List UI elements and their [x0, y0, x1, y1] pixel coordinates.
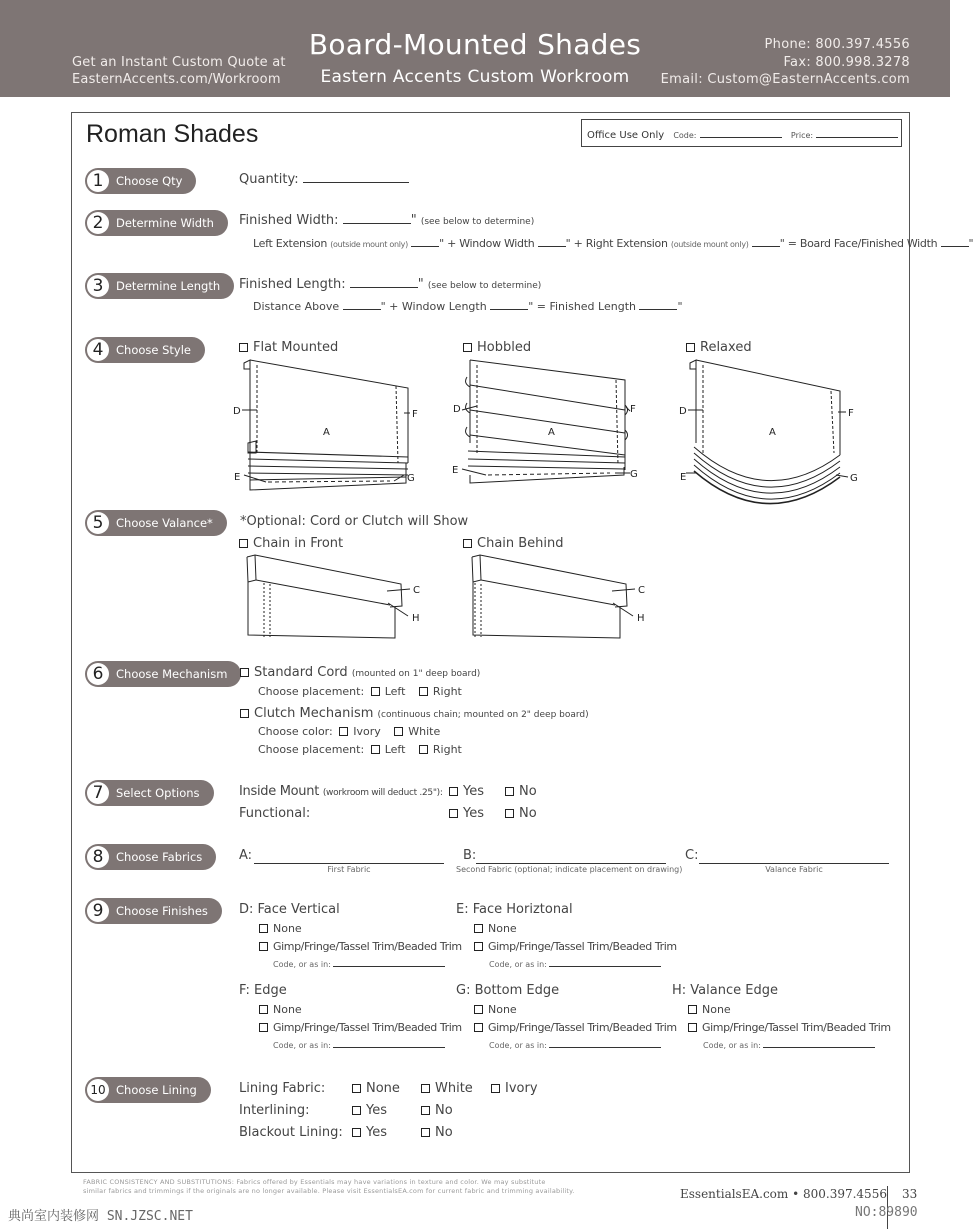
clutch-note: (continuous chain; mounted on 2" deep board) — [377, 710, 589, 720]
yes-label: Yes — [463, 784, 484, 799]
step-label: Choose Finishes — [116, 904, 208, 918]
lining-white[interactable] — [421, 1081, 473, 1096]
finish-e-none[interactable] — [474, 922, 517, 935]
ivory-label: Ivory — [353, 725, 381, 738]
step-label: Determine Length — [116, 279, 221, 293]
right-extension-field[interactable] — [752, 237, 780, 247]
svg-text:A: A — [769, 427, 776, 438]
left-label: Left — [384, 743, 406, 756]
checkbox[interactable] — [352, 1084, 361, 1093]
svg-text:G: G — [407, 473, 415, 484]
step-label: Choose Qty — [116, 174, 183, 188]
checkbox[interactable] — [474, 1023, 483, 1032]
checkbox[interactable] — [463, 343, 472, 352]
checkbox[interactable] — [505, 809, 514, 818]
valance-chain-in-front[interactable] — [239, 536, 343, 551]
checkbox[interactable] — [474, 942, 483, 951]
fabric-c-caption: Valance Fabric — [765, 865, 823, 874]
trim-label: Gimp/Fringe/Tassel Trim/Beaded Trim — [273, 940, 462, 953]
chain-in-front-diagram-icon — [240, 552, 440, 642]
email-link[interactable]: Email: Custom@EasternAccents.com — [660, 72, 910, 87]
quantity-label: Quantity: — [239, 172, 299, 187]
distance-above-field[interactable] — [343, 300, 381, 310]
board-face-label: " = Board Face/Finished Width — [779, 237, 938, 250]
footer-site-phone: EssentialsEA.com • 800.397.4556 — [680, 1187, 887, 1201]
right-label: Right — [432, 743, 462, 756]
left-extension-field[interactable] — [411, 237, 439, 247]
checkbox[interactable] — [259, 924, 268, 933]
step-number: 2 — [87, 212, 109, 234]
style-label: Hobbled — [477, 340, 532, 355]
watermark-left: 典尚室内装修网 SN.JZSC.NET — [8, 1209, 193, 1224]
step-label: Choose Valance* — [116, 516, 213, 530]
length-hint: (see below to determine) — [427, 281, 542, 291]
svg-text:F: F — [848, 408, 854, 419]
finish-d-none[interactable] — [259, 922, 302, 935]
interlining-label: Interlining: — [239, 1103, 310, 1118]
inch-mark: " — [968, 237, 973, 250]
step-label: Choose Fabrics — [116, 850, 203, 864]
window-length-label: " + Window Length — [380, 300, 487, 313]
valance-chain-behind[interactable] — [463, 536, 564, 551]
finish-g-none[interactable] — [474, 1003, 517, 1016]
yes-label: Yes — [366, 1103, 387, 1118]
checkbox[interactable] — [421, 1106, 430, 1115]
finish-d-code — [273, 960, 445, 969]
finish-d-code-field[interactable] — [333, 960, 445, 967]
disclaimer-line-2: similar fabrics and trimmings if the originals are no longer available. Please visit EssentialsEA.com for current fabric and trimming availability. — [83, 1187, 575, 1195]
checkbox[interactable] — [259, 1023, 268, 1032]
valance-option-label: Chain Behind — [477, 536, 564, 551]
svg-text:E: E — [452, 465, 459, 476]
blackout-no[interactable] — [421, 1125, 453, 1140]
checkbox[interactable] — [688, 1023, 697, 1032]
checkbox[interactable] — [259, 1005, 268, 1014]
checkbox[interactable] — [239, 539, 248, 548]
lining-fabric-label: Lining Fabric: — [239, 1081, 326, 1096]
svg-text:A: A — [548, 427, 555, 438]
no-label: No — [435, 1125, 453, 1140]
white-label: White — [435, 1081, 473, 1096]
svg-text:A: A — [323, 427, 330, 438]
svg-text:F: F — [630, 404, 636, 415]
quote-link[interactable]: EasternAccents.com/Workroom — [72, 72, 281, 87]
none-label: None — [488, 922, 517, 935]
checkbox[interactable] — [239, 343, 248, 352]
checkbox[interactable] — [352, 1106, 361, 1115]
office-use-box — [581, 119, 902, 147]
style-label: Flat Mounted — [253, 340, 339, 355]
step-7-pill — [85, 780, 214, 806]
checkbox[interactable] — [686, 343, 695, 352]
finished-width-label: Finished Width: — [239, 213, 339, 228]
color-white-checkbox[interactable] — [394, 727, 403, 736]
step-label: Select Options — [116, 786, 200, 800]
choose-placement-label: Choose placement: — [258, 743, 365, 756]
inside-mount-text: Inside Mount — [239, 784, 319, 799]
finished-width-row — [239, 213, 534, 228]
window-width-label: " + Window Width — [439, 237, 535, 250]
svg-text:E: E — [680, 472, 687, 483]
distance-above-label: Distance Above — [253, 300, 340, 313]
checkbox[interactable] — [240, 668, 249, 677]
step-9-pill — [85, 898, 222, 924]
finish-f-code-field[interactable] — [333, 1041, 445, 1048]
step-number: 1 — [87, 170, 109, 192]
clutch-placement-row — [258, 743, 462, 756]
inside-mount-label — [239, 784, 443, 799]
clutch-color-row — [258, 725, 440, 738]
blackout-label: Blackout Lining: — [239, 1125, 343, 1140]
step-3-pill — [85, 273, 234, 299]
finish-g-code-field[interactable] — [549, 1041, 661, 1048]
fabric-a-field[interactable] — [254, 863, 444, 864]
no-label: No — [519, 784, 537, 799]
inside-mount-note: (workroom will deduct .25"): — [322, 788, 443, 798]
step-label: Choose Mechanism — [116, 667, 228, 681]
step-10-pill — [85, 1077, 211, 1103]
window-width-field[interactable] — [538, 237, 566, 247]
fax: Fax: 800.998.3278 — [783, 54, 910, 70]
step-label: Determine Width — [116, 216, 214, 230]
checkbox[interactable] — [421, 1084, 430, 1093]
none-label: None — [273, 922, 302, 935]
finish-h-code — [703, 1041, 875, 1050]
step-number: 4 — [87, 339, 109, 361]
step-number: 8 — [87, 846, 109, 868]
white-label: White — [408, 725, 441, 738]
svg-text:H: H — [637, 613, 645, 624]
outside-only-note: (outside mount only) — [670, 240, 749, 249]
checkbox[interactable] — [240, 709, 249, 718]
finished-length-label: Finished Length: — [239, 277, 346, 292]
checkbox[interactable] — [463, 539, 472, 548]
page-number: 33 — [902, 1187, 918, 1201]
no-label: No — [435, 1103, 453, 1118]
trim-label: Gimp/Fringe/Tassel Trim/Beaded Trim — [273, 1021, 462, 1034]
code-label: Code, or as in: — [703, 1041, 761, 1050]
width-hint: (see below to determine) — [420, 217, 535, 227]
clutch-right-checkbox[interactable] — [419, 745, 428, 754]
right-extension-label: " + Right Extension — [565, 237, 668, 250]
svg-text:G: G — [850, 473, 858, 484]
step-5-pill — [85, 510, 227, 536]
finish-h-none[interactable] — [688, 1003, 731, 1016]
fabric-b-field[interactable] — [476, 863, 666, 864]
finish-d-title: D: Face Vertical — [239, 902, 340, 917]
contact-info — [661, 36, 910, 89]
checkbox[interactable] — [688, 1005, 697, 1014]
standard-cord-label: Standard Cord — [254, 665, 348, 680]
functional-yes[interactable] — [449, 806, 484, 821]
step-label: Choose Style — [116, 343, 191, 357]
finish-h-code-field[interactable] — [763, 1041, 875, 1048]
step-label: Choose Lining — [116, 1083, 197, 1097]
window-length-field[interactable] — [490, 300, 528, 310]
office-price-field[interactable] — [816, 128, 898, 138]
choose-color-label: Choose color: — [258, 725, 333, 738]
cord-right-checkbox[interactable] — [419, 687, 428, 696]
header-subtitle: Eastern Accents Custom Workroom — [320, 67, 630, 87]
standard-cord-note: (mounted on 1" deep board) — [351, 669, 481, 679]
checkbox[interactable] — [505, 787, 514, 796]
fabric-a-letter: A: — [239, 848, 253, 863]
price-label: Price: — [790, 131, 814, 140]
cord-left-checkbox[interactable] — [371, 687, 380, 696]
functional-label: Functional: — [239, 806, 311, 821]
finished-width-field[interactable] — [343, 214, 411, 224]
none-label: None — [702, 1003, 731, 1016]
outside-only-note: (outside mount only) — [330, 240, 408, 249]
checkbox[interactable] — [352, 1128, 361, 1137]
disclaimer-line-1: FABRIC CONSISTENCY AND SUBSTITUTIONS: Fabrics offered by Essentials may have variations in texture and color. We may substitute — [83, 1178, 546, 1186]
fabric-c-field[interactable] — [699, 863, 889, 864]
valance-note: *Optional: Cord or Clutch will Show — [240, 514, 469, 529]
finish-h-trim[interactable] — [688, 1021, 891, 1034]
length-formula-row — [253, 300, 683, 313]
fabric-b-caption: Second Fabric (optional; indicate placement on drawing) — [456, 865, 683, 874]
clutch-label: Clutch Mechanism — [254, 706, 374, 721]
trim-label: Gimp/Fringe/Tassel Trim/Beaded Trim — [488, 1021, 677, 1034]
inch-mark: " — [677, 300, 683, 313]
finish-e-title: E: Face Horiztonal — [456, 902, 573, 917]
code-label: Code, or as in: — [489, 1041, 547, 1050]
svg-text:D: D — [679, 406, 687, 417]
step-1-pill — [85, 168, 196, 194]
finish-e-code — [489, 960, 661, 969]
office-use-label: Office Use Only — [587, 130, 665, 141]
cord-placement-row — [258, 685, 462, 698]
hobbled-diagram-icon — [450, 355, 650, 495]
finish-e-code-field[interactable] — [549, 960, 661, 967]
checkbox[interactable] — [491, 1084, 500, 1093]
relaxed-diagram-icon — [676, 355, 876, 495]
style-label: Relaxed — [700, 340, 752, 355]
checkbox[interactable] — [474, 924, 483, 933]
clutch-left-checkbox[interactable] — [371, 745, 380, 754]
code-label: Code, or as in: — [489, 960, 547, 969]
left-label: Left — [384, 685, 406, 698]
quantity-field[interactable] — [303, 173, 409, 183]
svg-text:C: C — [413, 585, 420, 596]
header-title: Board-Mounted Shades — [308, 28, 642, 61]
functional-no[interactable] — [505, 806, 537, 821]
office-code-field[interactable] — [700, 128, 782, 138]
finished-length-row — [239, 277, 541, 292]
chain-behind-diagram-icon — [465, 552, 665, 642]
fabric-c-letter: C: — [685, 848, 699, 863]
svg-text:D: D — [233, 406, 241, 417]
inside-mount-yes[interactable] — [449, 784, 484, 799]
finish-d-trim[interactable] — [259, 940, 462, 953]
fabric-b-letter: B: — [463, 848, 477, 863]
finish-g-title: G: Bottom Edge — [456, 983, 560, 998]
finish-f-title: F: Edge — [239, 983, 287, 998]
valance-option-label: Chain in Front — [253, 536, 344, 551]
style-hobbled[interactable] — [463, 340, 531, 355]
step-number: 6 — [87, 663, 109, 685]
trim-label: Gimp/Fringe/Tassel Trim/Beaded Trim — [488, 940, 677, 953]
watermark-right: NO:89890 — [855, 1205, 918, 1220]
interlining-yes[interactable] — [352, 1103, 387, 1118]
code-label: Code: — [673, 131, 697, 140]
quantity-row — [239, 172, 409, 187]
board-face-field[interactable] — [941, 237, 969, 247]
lining-ivory[interactable] — [491, 1081, 538, 1096]
finished-length-field[interactable] — [350, 278, 418, 288]
finish-e-trim[interactable] — [474, 940, 677, 953]
svg-text:C: C — [638, 585, 645, 596]
svg-text:E: E — [234, 472, 241, 483]
finish-h-title: H: Valance Edge — [672, 983, 778, 998]
yes-label: Yes — [366, 1125, 387, 1140]
yes-label: Yes — [463, 806, 484, 821]
step-number: 5 — [87, 512, 109, 534]
step-number: 3 — [87, 275, 109, 297]
step-number: 9 — [87, 900, 109, 922]
none-label: None — [273, 1003, 302, 1016]
svg-text:D: D — [453, 404, 461, 415]
clutch-mechanism-option[interactable] — [240, 706, 589, 721]
checkbox[interactable] — [449, 787, 458, 796]
page-title: Roman Shades — [86, 120, 259, 148]
svg-text:G: G — [630, 469, 638, 480]
standard-cord-option[interactable] — [240, 665, 480, 680]
lining-none[interactable] — [352, 1081, 400, 1096]
checkbox[interactable] — [474, 1005, 483, 1014]
inch-mark: " — [417, 277, 424, 292]
color-ivory-checkbox[interactable] — [339, 727, 348, 736]
finish-g-code — [489, 1041, 661, 1050]
blackout-yes[interactable] — [352, 1125, 387, 1140]
code-label: Code, or as in: — [273, 1041, 331, 1050]
step-number: 10 — [87, 1079, 109, 1101]
inside-mount-no[interactable] — [505, 784, 537, 799]
fabric-disclaimer — [83, 1178, 575, 1196]
finished-length-total-label: " = Finished Length — [528, 300, 636, 313]
step-8-pill — [85, 844, 216, 870]
left-extension-label: Left Extension — [253, 237, 327, 250]
finish-f-none[interactable] — [259, 1003, 302, 1016]
svg-text:F: F — [412, 409, 418, 420]
none-label: None — [366, 1081, 400, 1096]
step-number: 7 — [87, 782, 109, 804]
page-header — [0, 0, 950, 97]
finished-length-total-field[interactable] — [639, 300, 677, 310]
finish-f-trim[interactable] — [259, 1021, 462, 1034]
width-formula-row — [253, 237, 973, 250]
phone: Phone: 800.397.4556 — [764, 37, 910, 52]
checkbox[interactable] — [421, 1128, 430, 1137]
svg-text:H: H — [412, 613, 420, 624]
choose-placement-label: Choose placement: — [258, 685, 365, 698]
quote-line-1: Get an Instant Custom Quote at — [72, 55, 286, 70]
style-relaxed[interactable] — [686, 340, 752, 355]
flat-mounted-diagram-icon — [230, 355, 430, 495]
ivory-label: Ivory — [505, 1081, 538, 1096]
fabric-a-caption: First Fabric — [327, 865, 371, 874]
inch-mark: " — [410, 213, 417, 228]
finish-g-trim[interactable] — [474, 1021, 677, 1034]
interlining-no[interactable] — [421, 1103, 453, 1118]
checkbox[interactable] — [259, 942, 268, 951]
no-label: No — [519, 806, 537, 821]
step-4-pill — [85, 337, 205, 363]
right-label: Right — [432, 685, 462, 698]
code-label: Code, or as in: — [273, 960, 331, 969]
finish-f-code — [273, 1041, 445, 1050]
trim-label: Gimp/Fringe/Tassel Trim/Beaded Trim — [702, 1021, 891, 1034]
step-2-pill — [85, 210, 228, 236]
checkbox[interactable] — [449, 809, 458, 818]
step-6-pill — [85, 661, 241, 687]
style-flat-mounted[interactable] — [239, 340, 338, 355]
none-label: None — [488, 1003, 517, 1016]
